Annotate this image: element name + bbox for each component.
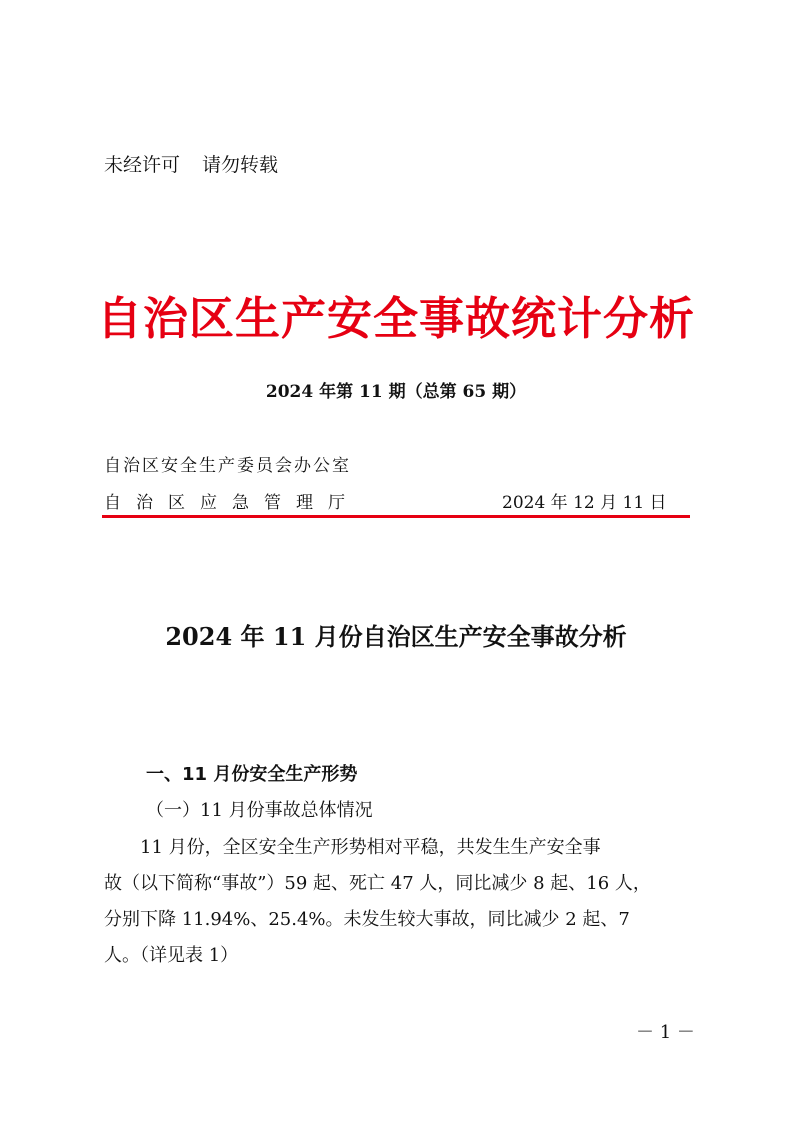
red-divider <box>102 515 690 518</box>
page-number: － 1 － <box>636 1022 695 1043</box>
paragraph-line: 故（以下简称“事故”）59 起、死亡 47 人，同比减少 8 起、16 人， <box>104 873 651 894</box>
section-heading: 一、11 月份安全生产形势 <box>146 764 358 785</box>
issue-number: 2024 年第 11 期（总第 65 期） <box>265 382 527 402</box>
reprint-notice <box>104 150 278 177</box>
masthead-title: 自治区生产安全事故统计分析 <box>96 292 695 345</box>
notice-part2: 请勿转载 <box>202 154 279 176</box>
issue-date: 2024 年 12 月 11 日 <box>502 493 667 513</box>
section-subheading: （一）11 月份事故总体情况 <box>146 800 373 821</box>
paragraph-line: 分别下降 11.94%、25.4%。未发生较大事故，同比减少 2 起、7 <box>104 909 630 930</box>
document-title: 2024 年 11 月份自治区生产安全事故分析 <box>165 622 627 651</box>
notice-part1: 未经许可 <box>104 154 181 176</box>
issuing-org-2: 自治区应急管理厅 <box>104 493 360 513</box>
paragraph-line: 11 月份，全区安全生产形势相对平稳，共发生生产安全事 <box>104 837 601 858</box>
issuing-org-1: 自治区安全生产委员会办公室 <box>104 456 351 476</box>
body-paragraph <box>104 830 696 974</box>
paragraph-line: 人。（详见表 1） <box>104 945 239 966</box>
